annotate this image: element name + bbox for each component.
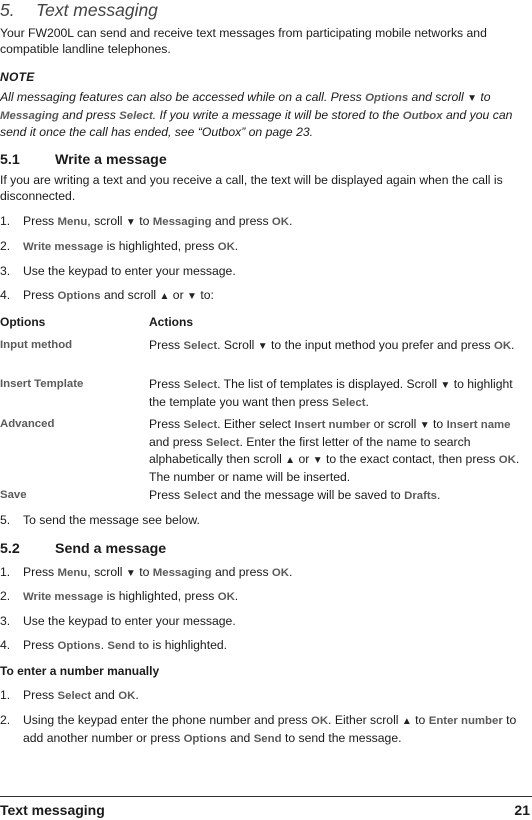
scroll-down-icon: ▼	[125, 568, 136, 579]
scroll-up-icon: ▲	[159, 291, 170, 302]
section-5-1-intro: If you are writing a text and you receive a call, the text will be displayed again when the call is disconnected.	[0, 173, 503, 203]
footer-divider	[0, 796, 532, 797]
scroll-down-icon: ▼	[125, 217, 136, 228]
page-number: 21	[514, 802, 530, 818]
scroll-up-icon: ▲	[401, 716, 412, 727]
list-item: 4. Press Options. Send to is highlighted.	[0, 638, 228, 652]
list-item: 3. Use the keypad to enter your message.	[0, 614, 236, 628]
list-item: 4. Press Options and scroll ▲ or ▼ to:	[0, 288, 214, 302]
scroll-up-icon: ▲	[285, 455, 296, 466]
scroll-down-icon: ▼	[187, 291, 197, 302]
list-item: 2. Using the keypad enter the phone number and press OK. Either scroll ▲ to Enter number to add another number or press Options and Send to send the message.	[0, 713, 517, 745]
list-item: 5. To send the message see below.	[0, 513, 200, 527]
intro-paragraph: Your FW200L can send and receive text messages from participating mobile networks and compatible landline telephones.	[0, 26, 487, 56]
keyword: Select	[119, 110, 153, 122]
keyword: Outbox	[402, 110, 443, 122]
keyword: Messaging	[0, 110, 59, 122]
page-footer	[0, 802, 532, 818]
chapter-title: Text messaging	[36, 0, 158, 20]
list-item: 3. Use the keypad to enter your message.	[0, 264, 236, 278]
list-item: 1. Press Select and OK.	[0, 688, 139, 702]
section-heading-5-2: 5.2 Send a message	[0, 541, 167, 557]
chapter-number: 5.	[0, 0, 15, 20]
subheading: To enter a number manually	[0, 664, 160, 678]
note-heading: NOTE	[0, 70, 35, 84]
scroll-down-icon: ▼	[419, 420, 430, 431]
list-item: 1. Press Menu, scroll ▼ to Messaging and press OK.	[0, 214, 293, 228]
section-heading-5-1: 5.1 Write a message	[0, 152, 167, 168]
scroll-down-icon: ▼	[467, 93, 478, 104]
footer-title: Text messaging	[0, 802, 105, 818]
note-paragraph: All messaging features can also be accessed while on a call. Press Options and scroll ▼ to Messaging and press Select. If you write a message it will be stored to the Outbox and you can send it once the call has ended, see “Outbox” on page 23.	[0, 90, 513, 139]
scroll-down-icon: ▼	[440, 380, 451, 391]
list-item: 2. Write message is highlighted, press OK.	[0, 589, 239, 603]
list-item: 2. Write message is highlighted, press OK.	[0, 239, 239, 253]
scroll-down-icon: ▼	[312, 455, 323, 466]
scroll-down-icon: ▼	[257, 341, 268, 352]
list-item: 1. Press Menu, scroll ▼ to Messaging and press OK.	[0, 565, 293, 579]
chapter-heading	[0, 0, 532, 20]
keyword: Options	[365, 92, 409, 104]
